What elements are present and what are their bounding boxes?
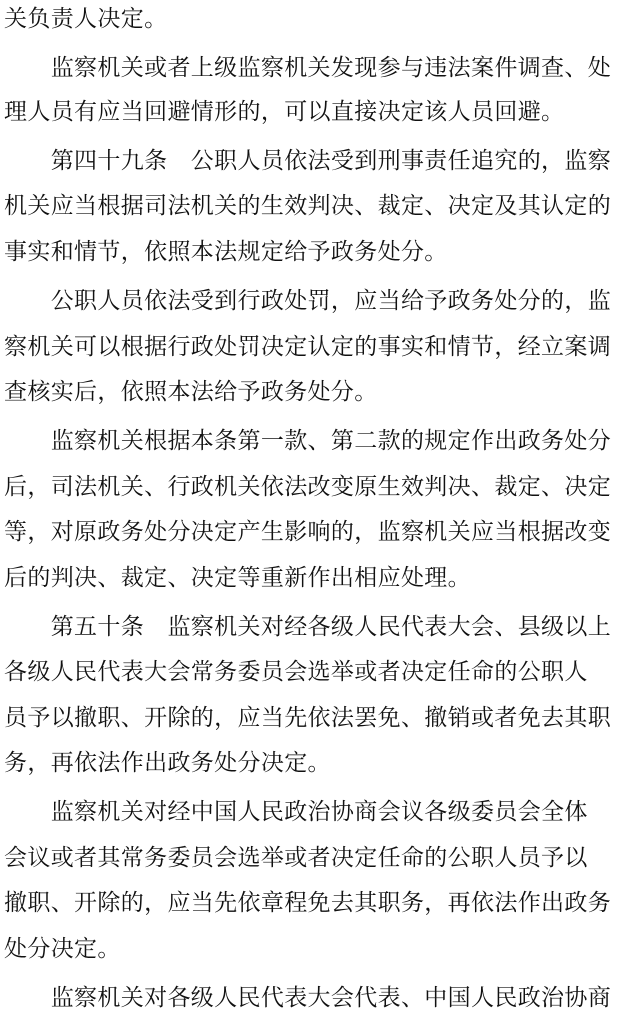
text-line: 监察机关对各级人民代表大会代表、中国人民政治协商: [4, 985, 612, 1011]
text-line: 各级人民代表大会常务委员会选举或者决定任命的公职人: [4, 659, 588, 685]
text-line: 理人员有应当回避情形的，可以直接决定该人员回避。: [4, 99, 565, 125]
text-line: 公职人员依法受到行政处罚，应当给予政务处分的，监: [4, 288, 612, 314]
text-line: 第五十条 监察机关对经各级人民代表大会、县级以上: [4, 614, 612, 640]
text-line: 机关应当根据司法机关的生效判决、裁定、决定及其认定的: [4, 193, 612, 219]
text-line: 等，对原政务处分决定产生影响的，监察机关应当根据改变: [4, 519, 612, 545]
text-line: 查核实后，依照本法给予政务处分。: [4, 379, 378, 405]
text-line: 务，再依法作出政务处分决定。: [4, 750, 331, 776]
text-line: 后，司法机关、行政机关依法改变原生效判决、裁定、决定: [4, 474, 612, 500]
text-line: 监察机关根据本条第一款、第二款的规定作出政务处分: [4, 428, 612, 454]
text-line: 撤职、开除的，应当先依章程免去其职务，再依法作出政务: [4, 890, 612, 916]
text-line: 监察机关对经中国人民政治协商会议各级委员会全体: [4, 799, 588, 825]
text-line: 会议或者其常务委员会选举或者决定任命的公职人员予以: [4, 845, 588, 871]
text-line: 察机关可以根据行政处罚决定认定的事实和情节，经立案调: [4, 334, 612, 360]
text-line: 第四十九条 公职人员依法受到刑事责任追究的，监察: [4, 148, 612, 174]
text-line: 处分决定。: [4, 936, 121, 962]
text-line: 员予以撤职、开除的，应当先依法罢免、撤销或者免去其职: [4, 705, 612, 731]
text-line: 事实和情节，依照本法规定给予政务处分。: [4, 239, 448, 265]
text-line: 后的判决、裁定、决定等重新作出相应处理。: [4, 565, 471, 591]
text-line: 监察机关或者上级监察机关发现参与违法案件调查、处: [4, 55, 612, 81]
text-line: 关负责人决定。: [4, 6, 168, 32]
